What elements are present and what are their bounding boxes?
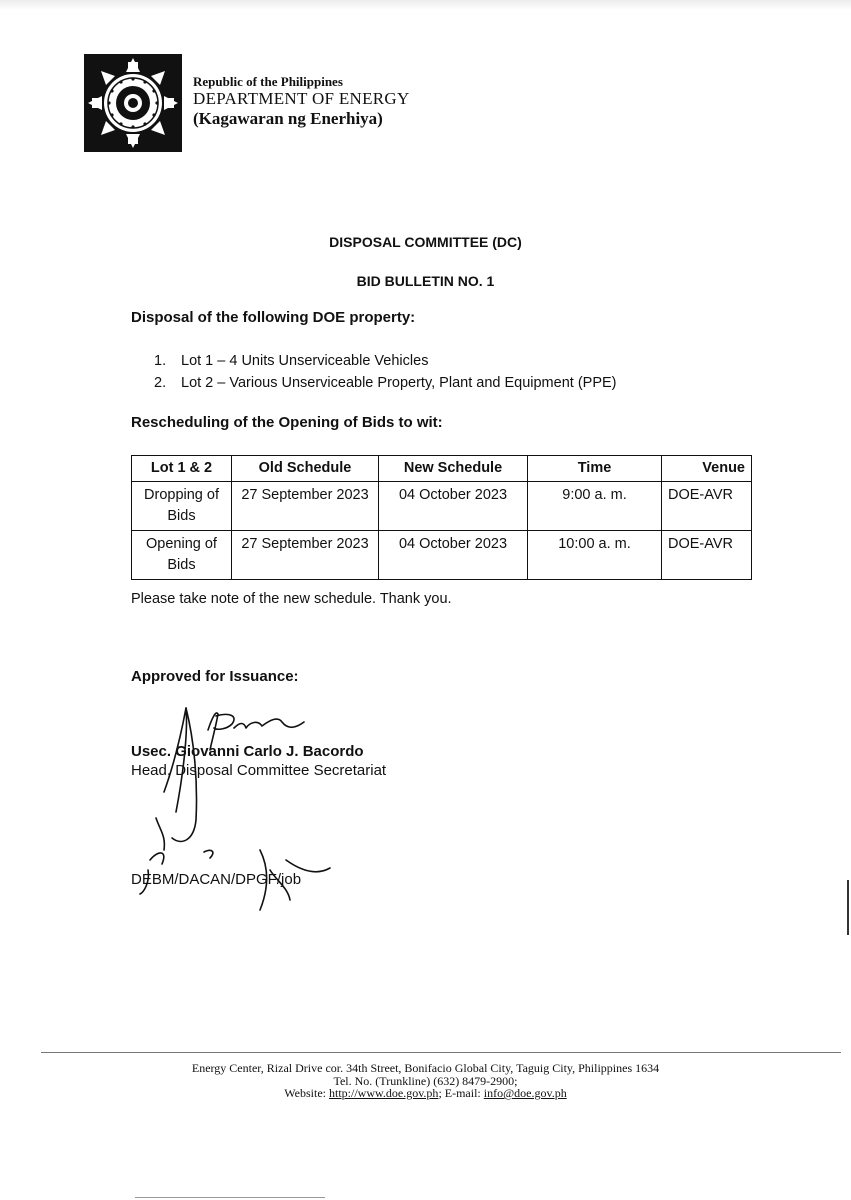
letterhead (193, 74, 410, 129)
column-header: New Schedule (379, 456, 528, 482)
scan-artifact (847, 880, 849, 935)
table-cell: 27 September 2023 (232, 531, 379, 580)
reference-initials: DEBM/DACAN/DPGF/job (131, 871, 302, 888)
table-cell: Opening of Bids (132, 531, 232, 580)
department-line: DEPARTMENT OF ENERGY (193, 89, 410, 108)
list-text: Lot 2 – Various Unserviceable Property, Plant and Equipment (PPE) (181, 375, 617, 391)
footer-address: Energy Center, Rizal Drive cor. 34th Street, Bonifacio Global City, Taguig City, Philippines 1634 (191, 1061, 660, 1075)
footer-contact (0, 1087, 851, 1100)
email-link[interactable]: info@doe.gov.ph (483, 1086, 567, 1100)
rescheduling-heading: Rescheduling of the Opening of Bids to wit: (131, 414, 443, 431)
schedule-table (131, 455, 752, 580)
table-header-row (132, 456, 752, 482)
footer-telephone: Tel. No. (Trunkline) (632) 8479-2900; (333, 1073, 518, 1088)
list-item (154, 350, 617, 372)
table-cell: DOE-AVR (662, 531, 752, 580)
table-cell: 9:00 a. m. (528, 482, 662, 531)
doe-seal-icon (84, 54, 182, 152)
doe-seal-logo (84, 54, 182, 152)
table-cell: Dropping of Bids (132, 482, 232, 531)
list-item (154, 372, 617, 394)
bulletin-number: BID BULLETIN NO. 1 (356, 273, 495, 289)
schedule-note: Please take note of the new schedule. Thank you. (131, 591, 452, 607)
column-header: Time (528, 456, 662, 482)
footer-divider (41, 1052, 841, 1053)
table-row (132, 531, 752, 580)
column-header: Venue (662, 456, 752, 482)
table-cell: 27 September 2023 (232, 482, 379, 531)
republic-line: Republic of the Philippines (193, 74, 343, 89)
website-label: Website: (284, 1086, 329, 1100)
website-link[interactable]: http://www.doe.gov.ph (329, 1086, 439, 1100)
email-label: ; E-mail: (438, 1086, 484, 1100)
approval-label: Approved for Issuance: (131, 668, 299, 685)
scan-edge (0, 0, 851, 10)
lot-list (154, 350, 617, 394)
column-header: Lot 1 & 2 (132, 456, 232, 482)
column-header: Old Schedule (232, 456, 379, 482)
filipino-name-line: (Kagawaran ng Enerhiya) (193, 109, 383, 128)
table-cell: 04 October 2023 (379, 482, 528, 531)
table-row (132, 482, 752, 531)
signer-position: Head, Disposal Committee Secretariat (131, 762, 387, 779)
footer (0, 1062, 851, 1100)
disposal-intro: Disposal of the following DOE property: (131, 309, 416, 326)
committee-title: DISPOSAL COMMITTEE (DC) (329, 234, 522, 250)
signer-name: Usec. Giovanni Carlo J. Bacordo (131, 743, 364, 760)
table-cell: 10:00 a. m. (528, 531, 662, 580)
table-cell: DOE-AVR (662, 482, 752, 531)
list-text: Lot 1 – 4 Units Unserviceable Vehicles (181, 353, 429, 369)
bottom-divider (135, 1197, 325, 1198)
handwritten-signature (120, 700, 360, 930)
list-number: 2. (154, 375, 167, 391)
table-cell: 04 October 2023 (379, 531, 528, 580)
list-number: 1. (154, 353, 167, 369)
